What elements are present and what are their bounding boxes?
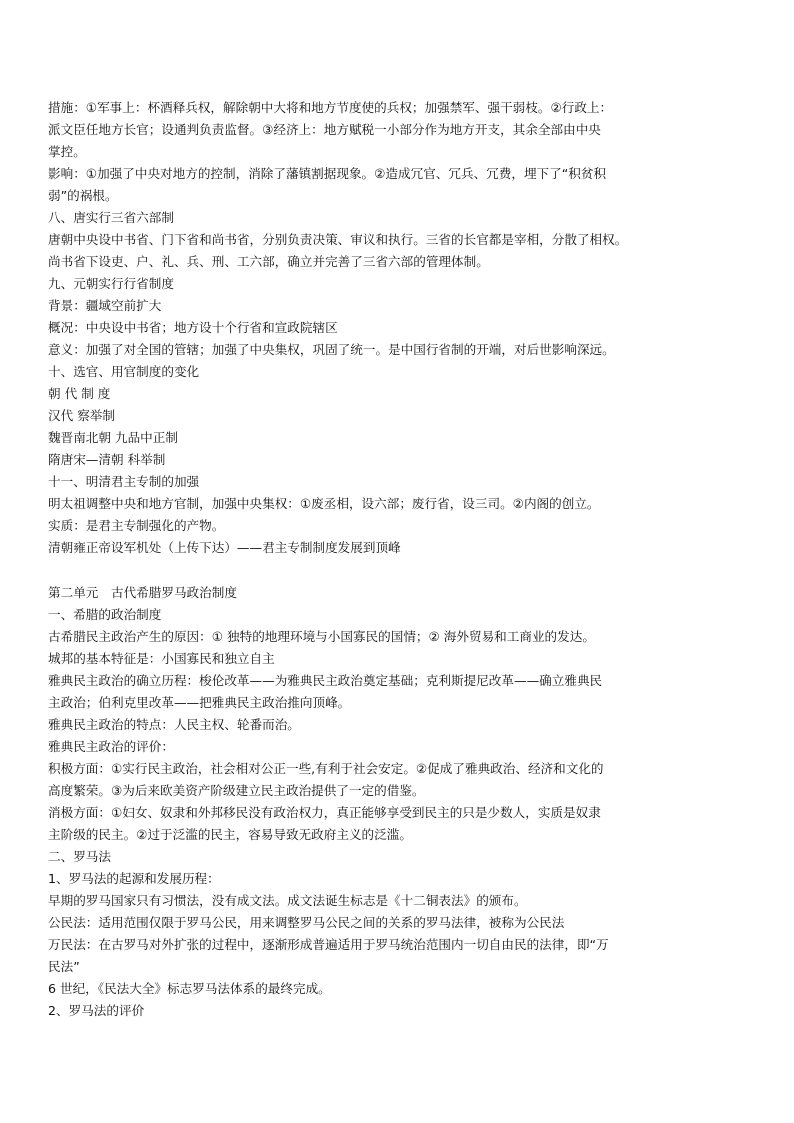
text-line: 实质：是君主专制强化的产物。 [48,518,225,533]
text-line: 弱”的祸根。 [48,188,118,203]
text-line: 万民法：在古罗马对外扩张的过程中，逐渐形成普遍适用于罗马统治范围内一切自由民的法律，即“万 [48,937,609,952]
text-line: 城邦的基本特征是：小国寡民和独立自主 [48,651,275,666]
text-line: 雅典民主政治的确立历程：梭伦改革——为雅典民主政治奠定基础；克利斯提尼改革——确立雅典民 [48,673,603,688]
text-line: 意义：加强了对全国的管辖；加强了中央集权，巩固了统一。是中国行省制的开端，对后世影响深远。 [48,342,615,357]
text-line: 背景：疆域空前扩大 [48,298,162,313]
text-line: 隋唐宋—清朝 科举制 [48,452,166,467]
unit-heading: 第二单元 古代希腊罗马政治制度 [48,585,237,600]
text-line: 尚书省下设吏、户、礼、兵、刑、工六部，确立并完善了三省六部的管理体制。 [48,254,489,269]
text-line: 公民法：适用范围仅限于罗马公民，用来调整罗马公民之间的关系的罗马法律，被称为公民法 [48,915,565,930]
text-line: 6 世纪，《民法大全》标志罗马法体系的最终完成。 [48,981,331,996]
section-heading: 八、唐实行三省六部制 [48,210,174,225]
text-line: 雅典民主政治的评价： [48,739,174,754]
text-line: 概况：中央设中书省；地方设十个行省和宣政院辖区 [48,320,338,335]
text-line: 魏晋南北朝 九品中正制 [48,430,178,445]
text-line: 消极方面：①妇女、奴隶和外邦移民没有政治权力，真正能够享受到民主的只是少数人，实质是奴隶 [48,805,601,820]
text-line: 唐朝中央设中书省、门下省和尚书省，分别负责决策、审议和执行。三省的长官都是宰相，分散了相权。 [48,232,628,247]
text-line: 措施：①军事上：杯酒释兵权，解除朝中大将和地方节度使的兵权；加强禁军、强干弱枝。②行政上： [48,100,613,115]
text-line: 积极方面：①实行民主政治，社会相对公正一些,有利于社会安定。②促成了雅典政治、经济和文化的 [48,761,604,776]
text-line: 2、罗马法的评价 [48,1003,145,1018]
section-heading: 二、罗马法 [48,849,111,864]
section-heading: 九、元朝实行行省制度 [48,276,174,291]
text-line: 派文臣任地方长官；设通判负责监督。③经济上：地方赋税一小部分作为地方开支，其余全部由中央 [48,122,601,137]
text-line: 汉代 察举制 [48,408,115,423]
text-line: 古希腊民主政治产生的原因：① 独特的地理环境与小国寡民的国情；② 海外贸易和工商业的发达。 [48,629,595,644]
text-line: 雅典民主政治的特点：人民主权、轮番而治。 [48,717,300,732]
text-line: 主阶级的民主。②过于泛滥的民主，容易导致无政府主义的泛滥。 [48,827,412,842]
text-line: 清朝雍正帝设军机处（上传下达）——君主专制制度发展到顶峰 [48,540,401,555]
text-line: 早期的罗马国家只有习惯法，没有成文法。成文法诞生标志是《十二铜表法》的颁布。 [48,893,527,908]
text-line: 朝 代 制 度 [48,386,111,401]
section-heading: 十一、明清君主专制的加强 [48,474,200,489]
text-line: 明太祖调整中央和地方官制，加强中央集权：①废丞相，设六部；废行省，设三司。②内阁的创立。 [48,496,600,511]
text-line: 1、罗马法的起源和发展历程： [48,871,220,886]
text-line: 高度繁荣。③为后来欧美资产阶级建立民主政治提供了一定的借鉴。 [48,783,425,798]
section-heading: 一、希腊的政治制度 [48,607,162,622]
text-line: 掌控。 [48,144,86,159]
text-line: 主政治；伯利克里改革——把雅典民主政治推向顶峰。 [48,695,351,710]
section-heading: 十、选官、用官制度的变化 [48,364,200,379]
text-line: 民法” [48,959,80,974]
text-line: 影响：①加强了中央对地方的控制，消除了藩镇割据现象。②造成冗官、冗兵、冗费，埋下了“积贫积 [48,166,607,181]
